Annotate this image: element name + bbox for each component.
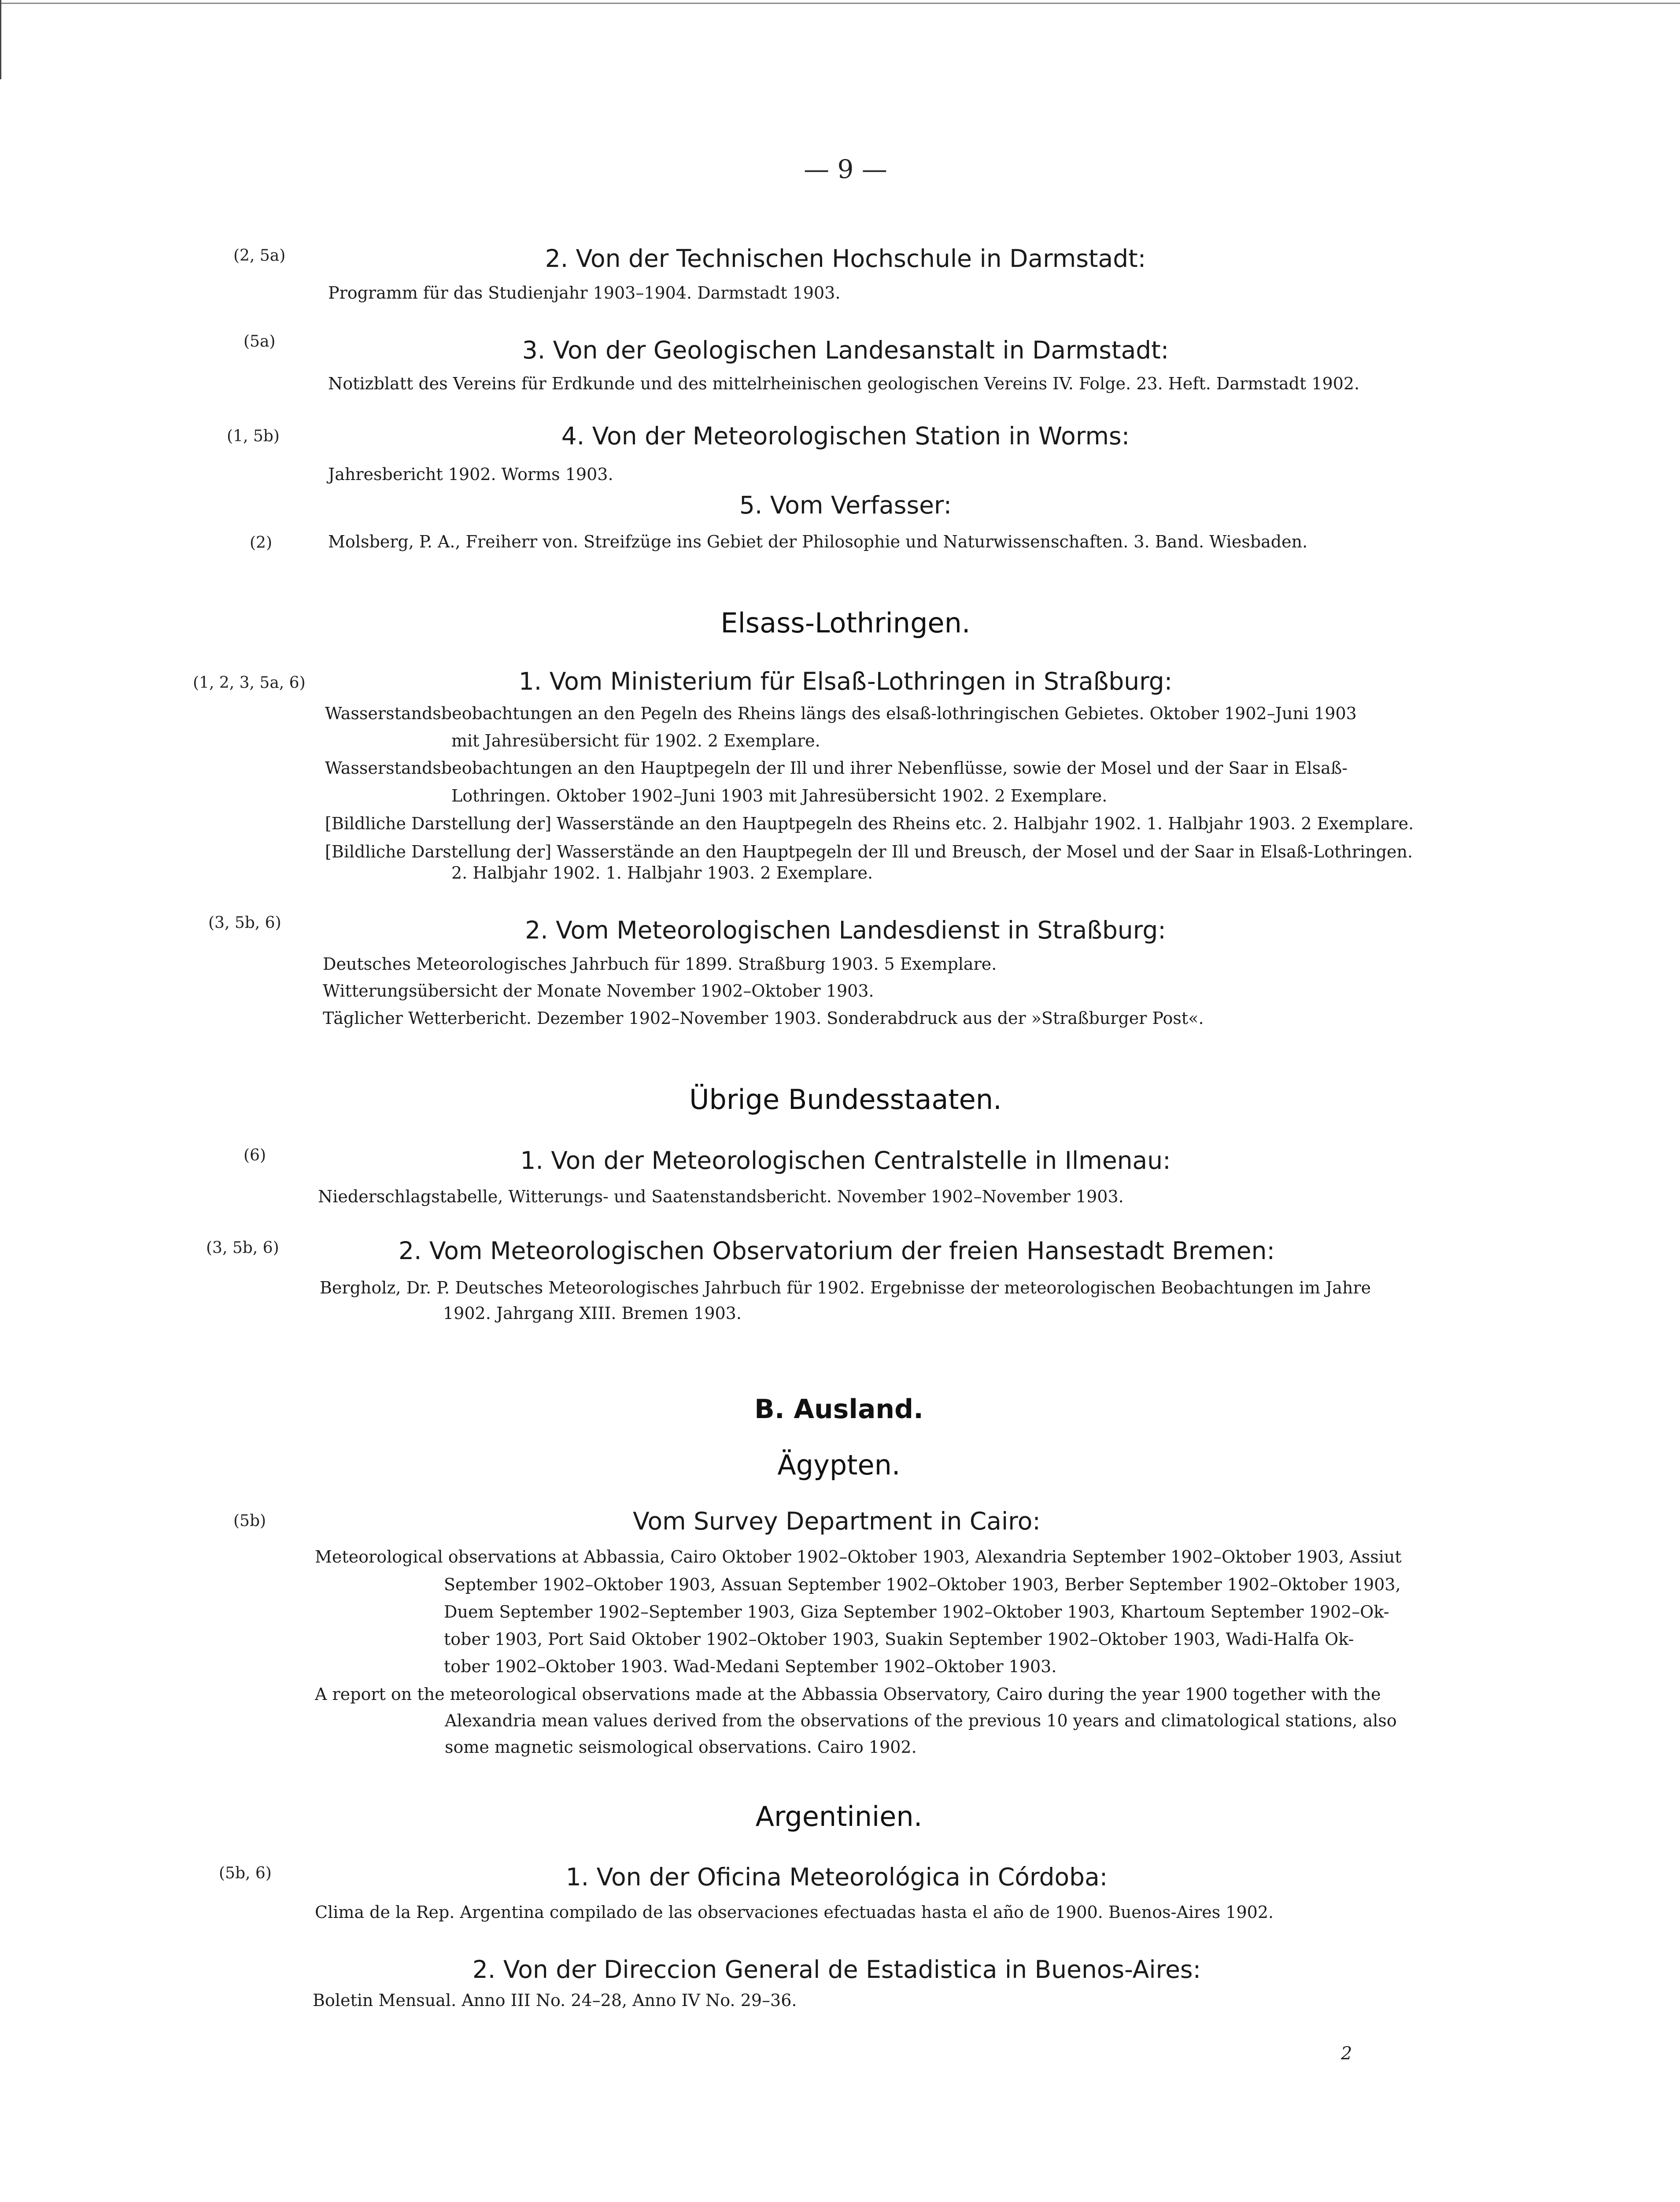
- entry-heading: 2. Vom Meteorologischen Observatorium der freien Hansestadt Bremen:: [398, 1237, 1275, 1265]
- entry-line: tober 1902–Oktober 1903. Wad-Medani September 1902–Oktober 1903.: [444, 1657, 1057, 1676]
- entry-line: Molsberg, P. A., Freiherr von. Streifzüge ins Gebiet der Philosophie und Naturwissenschaften. 3. Band. Wiesbaden.: [328, 532, 1308, 551]
- entry-line: Clima de la Rep. Argentina compilado de las observaciones efectuadas hasta el año de 1900. Buenos-Aires 1902.: [315, 1903, 1274, 1922]
- entry-line: Wasserstandsbeobachtungen an den Hauptpegeln der Ill und ihrer Nebenflüsse, sowie der Mosel und der Saar in Elsaß-: [325, 758, 1348, 778]
- margin-refs: (1, 5b): [227, 427, 280, 445]
- entry-line: Deutsches Meteorologisches Jahrbuch für 1899. Straßburg 1903. 5 Exemplare.: [323, 954, 997, 974]
- margin-refs: (5b): [233, 1512, 266, 1530]
- entry-heading: 2. Von der Direccion General de Estadistica in Buenos-Aires:: [472, 1955, 1201, 1984]
- entry-line: September 1902–Oktober 1903, Assuan September 1902–Oktober 1903, Berber September 1902–Oktober 1903,: [444, 1575, 1401, 1594]
- entry-heading: 4. Von der Meteorologischen Station in Worms:: [561, 422, 1130, 450]
- margin-refs: (2, 5a): [233, 247, 286, 265]
- entry-line: 1902. Jahrgang XIII. Bremen 1903.: [443, 1304, 742, 1323]
- margin-refs: (5b, 6): [219, 1864, 272, 1882]
- entry-line: tober 1903, Port Said Oktober 1902–Oktober 1903, Suakin September 1902–Oktober 1903, Wadi-Halfa Ok-: [444, 1629, 1354, 1649]
- entry-line: some magnetic seismological observations. Cairo 1902.: [445, 1737, 917, 1757]
- entry-heading: 5. Vom Verfasser:: [739, 491, 952, 519]
- entry-line: mit Jahresübersicht für 1902. 2 Exemplare.: [451, 731, 820, 750]
- entry-line: Notizblatt des Vereins für Erdkunde und des mittelrheinischen geologischen Vereins IV. Folge. 23. Heft. Darmstadt 1902.: [328, 374, 1360, 393]
- entry-line: Meteorological observations at Abbassia, Cairo Oktober 1902–Oktober 1903, Alexandria September 1902–Oktober 1903, Assiut: [315, 1547, 1402, 1567]
- part-title: B. Ausland.: [754, 1394, 923, 1425]
- entry-line: Lothringen. Oktober 1902–Juni 1903 mit Jahresübersicht 1902. 2 Exemplare.: [451, 786, 1108, 805]
- entry-line: Jahresbericht 1902. Worms 1903.: [328, 465, 613, 484]
- section-title: Elsass-Lothringen.: [720, 607, 971, 639]
- entry-line: Niederschlagstabelle, Witterungs- und Saatenstandsbericht. November 1902–November 1903.: [318, 1187, 1124, 1206]
- entry-line: [Bildliche Darstellung der] Wasserstände an den Hauptpegeln des Rheins etc. 2. Halbjahr 1902. 1. Halbjahr 1903. 2 Exemplare.: [325, 814, 1414, 833]
- entry-heading: 1. Von der Oficina Meteorológica in Córdoba:: [565, 1863, 1108, 1891]
- entry-line: Täglicher Wetterbericht. Dezember 1902–November 1903. Sonderabdruck aus der »Straßburger Post«.: [323, 1009, 1204, 1028]
- margin-refs: (3, 5b, 6): [208, 914, 281, 932]
- section-title: Argentinien.: [755, 1800, 923, 1833]
- entry-heading: 2. Von der Technischen Hochschule in Darmstadt:: [545, 244, 1146, 273]
- entry-line: Bergholz, Dr. P. Deutsches Meteorologisches Jahrbuch für 1902. Ergebnisse der meteorologischen Beobachtungen im Jahre: [320, 1278, 1371, 1297]
- top-rule: [0, 3, 1680, 4]
- margin-refs: (5a): [244, 333, 276, 351]
- section-title: Ägypten.: [777, 1449, 901, 1481]
- entry-heading: 1. Von der Meteorologischen Centralstelle in Ilmenau:: [520, 1146, 1171, 1175]
- entry-heading: 1. Vom Ministerium für Elsaß-Lothringen in Straßburg:: [518, 667, 1173, 695]
- left-edge-mark: [0, 0, 1, 79]
- margin-refs: (3, 5b, 6): [206, 1239, 279, 1257]
- margin-refs: (6): [244, 1146, 266, 1164]
- entry-line: Alexandria mean values derived from the observations of the previous 10 years and climatological stations, also: [445, 1711, 1397, 1730]
- entry-line: Programm für das Studienjahr 1903–1904. Darmstadt 1903.: [328, 283, 841, 303]
- entry-heading: 2. Vom Meteorologischen Landesdienst in Straßburg:: [525, 916, 1166, 944]
- entry-line: [Bildliche Darstellung der] Wasserstände an den Hauptpegeln der Ill und Breusch, der Mosel und der Saar in Elsaß-Lothringen.: [325, 842, 1413, 861]
- margin-refs: (2): [250, 534, 272, 552]
- signature-mark: 2: [1341, 2043, 1352, 2064]
- page-number: — 9 —: [804, 154, 887, 184]
- entry-heading: Vom Survey Department in Cairo:: [633, 1507, 1041, 1535]
- entry-line: Duem September 1902–September 1903, Giza September 1902–Oktober 1903, Khartoum September 1902–Ok-: [444, 1602, 1389, 1622]
- entry-line: A report on the meteorological observations made at the Abbassia Observatory, Cairo during the year 1900 together with the: [315, 1685, 1381, 1704]
- section-title: Übrige Bundesstaaten.: [689, 1083, 1002, 1116]
- entry-line: 2. Halbjahr 1902. 1. Halbjahr 1903. 2 Exemplare.: [451, 863, 873, 883]
- entry-heading: 3. Von der Geologischen Landesanstalt in Darmstadt:: [522, 336, 1169, 364]
- margin-refs: (1, 2, 3, 5a, 6): [193, 674, 306, 692]
- entry-line: Wasserstandsbeobachtungen an den Pegeln des Rheins längs des elsaß-lothringischen Gebietes. Oktober 1902–Juni 1903: [325, 704, 1357, 723]
- entry-line: Boletin Mensual. Anno III No. 24–28, Anno IV No. 29–36.: [313, 1991, 797, 2010]
- entry-line: Witterungsübersicht der Monate November 1902–Oktober 1903.: [323, 981, 874, 1001]
